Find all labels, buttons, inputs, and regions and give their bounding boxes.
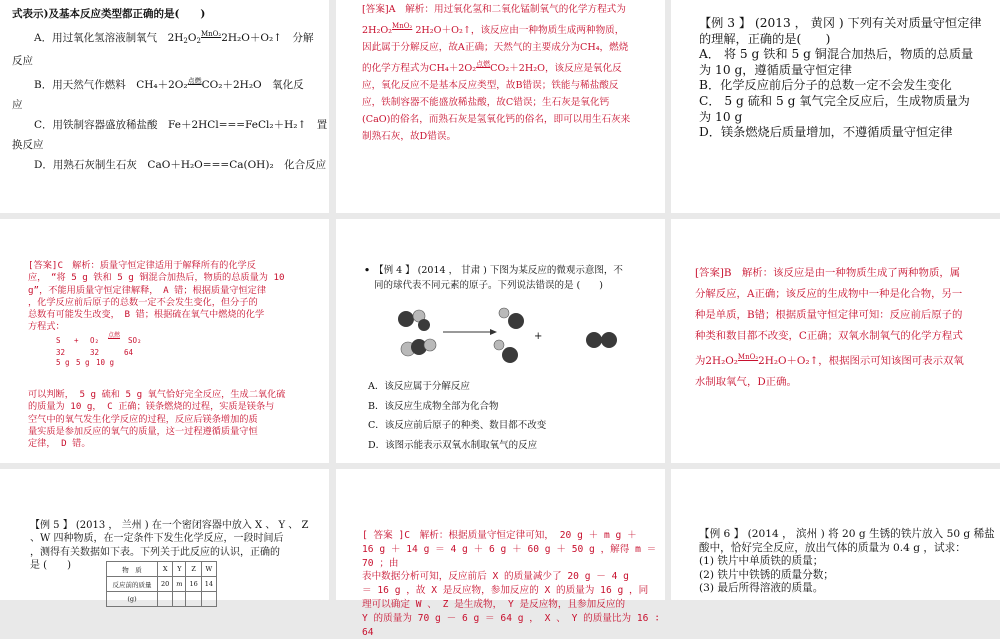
- reactant-molecule-1: [398, 310, 430, 331]
- answer2-text: [答案]A 解析：用过氧化氢和二氧化锰制氧气的化学方程式为 2H₂O₂$^{MnO_2}$ 2H₂O＋O₂↑，该反应由一种物质生成两种物质， 因此属于分解反应，故A正确；天然气的主要成分为CH₄，燃烧 的化学方程式为CH₄＋2O₂$^{点燃}$CO₂＋2H₂O，该反应是氧化反 应，氧化反应不是基本反应类型，故B错误；铁能与稀盐酸反 应，铁制容器不能盛放稀盐酸，故C错误；生石灰是氧化钙 (CaO)的俗名，而熟石灰是氢氧化钙的俗名，即可以用生石灰来 制熟石灰，故D错误。: [362, 4, 631, 142]
- answer5-text: [ 答案 ]C 解析：根据质量守恒定律可知， 20 g ＋ m g ＋ 16 g ＋ 14 g ＝ 4 g ＋ 6 g ＋ 60 g ＋ 50 g ，解得 m ＝ 70 ；由 表中数据分析可知，反应前后 X 的质量减少了 20 g － 4 g ＝ 16 g ，故 X 是反应物，参加反应的 X 的质量为 16 g ，同 理可以确定 W 、 Z 是生成物， Y 是反应物，且参加反应的 Y 的质量为 70 g － 6 g ＝ 64 g ， X 、 Y 的质量比为 16 ∶ 64: [362, 530, 660, 638]
- option-a-wrap: 反应: [12, 55, 33, 67]
- option-b-wrap: 应: [12, 99, 23, 111]
- slide-example2-options: [0, 0, 329, 213]
- reactant-molecule-2: [401, 339, 436, 356]
- option-b: B．用天然气作燃料 CH₄＋2O₂$^{点燃}$CO₂＋2H₂O 氧化反: [34, 77, 304, 91]
- option-c-wrap: 换反应: [12, 139, 44, 151]
- option-d: D．该图示能表示双氧水制取氧气的反应: [368, 439, 538, 451]
- example4-options: [368, 377, 658, 455]
- option-a: A．该反应属于分解反应: [368, 381, 470, 392]
- option-c: C．该反应前后原子的种类、数目都不改变: [368, 420, 547, 431]
- product-water-2: [494, 340, 518, 363]
- example6-text: 【例 6 】 (2014 ， 滨州 ) 将 20 g 生锈的铁片放入 50 g 稀盐 酸中，恰好完全反应，放出气体的质量为 0.4 g ，试求： (1) 铁片中单质铁的质量； (2) 铁片中铁锈的质量分数； (3) 最后所得溶液的质量。: [699, 528, 995, 595]
- slide-example6: [671, 469, 1000, 600]
- slide1-text: [12, 4, 327, 175]
- slide-answer-example2: [336, 0, 665, 213]
- slide-answer-example5: [336, 469, 665, 638]
- example5-text: 【例 5 】 (2013 ， 兰州 ) 在一个密闭容器中放入 X 、 Y 、 Z 、W 四种物质，在一定条件下发生化学反应，一段时间后 ，测得有关数据如下表。下列关于此反应的认识，正确的 是 ( ): [30, 520, 309, 572]
- table-row: 反应前的质量 20 m 16 14: [107, 577, 217, 592]
- table-row: (g): [107, 592, 217, 607]
- slide-answer-example3: [0, 219, 329, 463]
- slide-answer-example4: [671, 219, 1000, 463]
- mass-data-table: [106, 561, 217, 607]
- option-c: C．用铁制容器盛放稀盐酸 Fe＋2HCl===FeCl₂＋H₂↑ 置: [34, 119, 328, 131]
- answer3-text: [答案]C 解析：质量守恒定律适用于解释所有的化学反 应， “将 5 g 铁和 5 g 铜混合加热后，物质的总质量为 10 g”，不能用质量守恒定律解释， A 错；根据质量守恒定律 ，化学反应前后原子的总数一定不会发生变化，但分子的 总数有可能发生改变， B 错；根据硫在氧气中燃烧的化学 方程式：: [28, 260, 285, 333]
- slide-example4: [336, 219, 665, 463]
- answer3-conclusion: 可以判断， 5 g 硫和 5 g 氧气恰好完全反应，生成二氧化硫 的质量为 10 g， C 正确；镁条燃烧的过程，实质是镁条与 空气中的氧气发生化学反应的过程，反应后镁条增加的质 量实质是参加反应的氧气的质量，这一过程遵循质量守恒 定律， D 错。: [28, 389, 286, 450]
- slide1-header: 式表示)及基本反应类型都正确的是( ): [12, 8, 206, 20]
- product-water-1: [499, 308, 524, 329]
- diagram-plus-sign: +: [534, 331, 543, 342]
- reaction-arrow: [443, 329, 497, 335]
- answer4-text: [答案]B 解析：该反应是由一种物质生成了两种物质，属 分解反应，A正确；该反应的生成物中一种是化合物，另一 种是单质，B错；根据质量守恒定律可知：反应前后原子的 种类和数目都不改变，C正确；双氧水制氧气的化学方程式 为2H₂O₂$^{MnO_2}$2H₂O＋O₂↑，根据图示可知该图可表示双氧 水制取氧气，D正确。: [695, 267, 964, 388]
- example3-text: 【例 3 】 (2013 ， 黄冈 ) 下列有关对质量守恒定律 的理解，正确的是( ) A． 将 5 g 铁和 5 g 铜混合加热后，物质的总质量 为 10 g，遵循质量守恒定律 B．化学反应前后分子的总数一定不会发生变化 C． 5 g 硫和 5 g 氧气完全反应后，生成物质量为 为 10 g D．镁条燃烧后质量增加，不遵循质量守恒定律: [699, 16, 982, 140]
- option-d: D．用熟石灰制生石灰 CaO＋H₂O===Ca(OH)₂ 化合反应: [34, 159, 327, 171]
- sulfur-equation: S + O₂ 点燃 SO₂ 32 32 64 5 g 5 g 10 g: [56, 332, 142, 367]
- option-a: A．用过氧化氢溶液制氧气 $2H_2O_2^{MnO_2}2H_2O+O_2↑$ 分解: [34, 30, 314, 45]
- option-b: B．该反应生成物全部为化合物: [368, 400, 499, 412]
- slide-example3: [671, 0, 1000, 213]
- slide-example5: [0, 469, 329, 603]
- table-header-row: 物 质 X Y Z W: [107, 562, 217, 577]
- bullet: •: [364, 265, 371, 276]
- example4-stem: • 【例 4 】 (2014 ， 甘肃 ) 下图为某反应的微观示意图，不 同的球代表不同元素的原子。下列说法错误的是 ( ): [364, 265, 623, 291]
- product-oxygen-molecule: [586, 332, 617, 348]
- reaction-diagram: [386, 303, 626, 365]
